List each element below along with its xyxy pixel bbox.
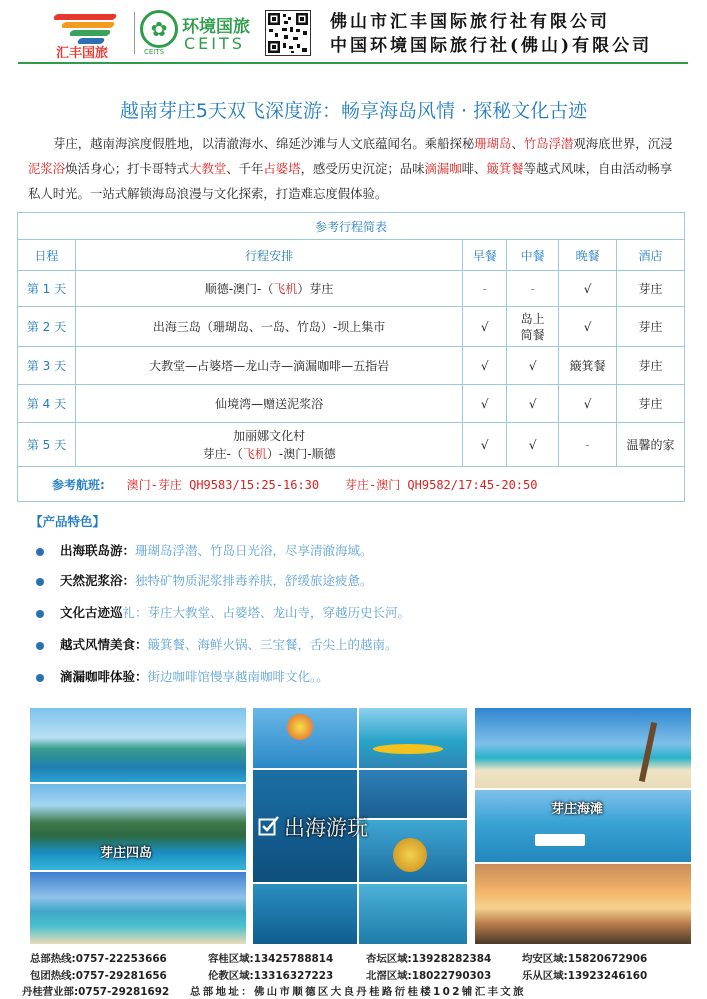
route-text: ）芽庄 [297, 282, 334, 296]
intro-paragraph [28, 131, 678, 206]
dinner-cell: √ [559, 385, 617, 423]
beach-photo [30, 872, 246, 944]
intro-highlight: 竹岛浮潜 [523, 136, 574, 151]
hotline: 包团热线:0757-29281656 [30, 970, 167, 982]
dinner-cell: √ [559, 271, 617, 307]
reef-photo [359, 770, 467, 818]
intro-text: 啡、 [461, 161, 487, 176]
table-row [18, 307, 685, 347]
route-flight: 飞机 [273, 282, 298, 296]
company-names [330, 10, 670, 58]
photo-caption: 芽庄海滩 [551, 802, 604, 817]
table-row [18, 385, 685, 423]
route-text: 顺德-澳门-（ [204, 282, 274, 296]
day-cell: 第 2 天 [18, 307, 76, 347]
photo-caption: 芽庄四岛 [100, 846, 153, 861]
itinerary-table [17, 212, 685, 502]
route-line: 加丽娜文化村 [233, 428, 306, 443]
feature-desc: 独特矿物质泥浆排毒养肤，舒缓旅途疲惫。 [135, 573, 373, 588]
cruise-ship-icon [535, 834, 585, 846]
logo-divider [134, 12, 135, 54]
feature-desc: 街边咖啡馆慢享越南咖啡文化。。 [147, 669, 329, 684]
route-line [76, 445, 462, 463]
sea-walk-photo [253, 884, 357, 944]
feature-item [36, 603, 410, 621]
flight-label: 参考航班: [52, 477, 105, 492]
day-cell: 第 3 天 [18, 347, 76, 385]
globe-leaf-icon: ✿ [140, 10, 178, 48]
dinner-cell: - [559, 423, 617, 467]
feature-item [36, 571, 373, 589]
dinner-cell: √ [559, 307, 617, 347]
hotel-cell: 芽庄 [617, 385, 685, 423]
route-text: 芽庄-（ [202, 446, 243, 461]
lunch-cell: - [507, 271, 559, 307]
col-header: 早餐 [463, 240, 507, 271]
bullet-icon [36, 548, 44, 556]
hotline: 容桂区域:13425788814 [208, 953, 334, 965]
feature-sep: ： [135, 637, 148, 652]
table-row [18, 423, 685, 467]
lunch-text: 岛上简餐 [520, 311, 545, 342]
feature-sep: ： [122, 573, 136, 588]
logo1-text: 汇丰国旅 [56, 46, 109, 61]
table-header-row [18, 240, 685, 271]
breakfast-cell: √ [463, 347, 507, 385]
hotline: 总部热线:0757-22253666 [30, 953, 167, 965]
feature-item [36, 541, 373, 559]
island-photo [30, 708, 246, 782]
col-header: 酒店 [617, 240, 685, 271]
lunch-cell [507, 307, 559, 347]
route-text: ）-澳门-顺德 [266, 446, 336, 461]
col-header: 日程 [18, 240, 76, 271]
intro-text: 芽庄，越南海滨度假胜地，以清澈海水、绵延沙滩与人文底蕴闻名。乘船探秘 [53, 136, 475, 151]
checkbox-icon [258, 815, 280, 837]
col-header: 中餐 [507, 240, 559, 271]
breakfast-cell: √ [463, 385, 507, 423]
ceits-logo [140, 8, 258, 58]
bullet-icon [36, 578, 44, 586]
bullet-icon [36, 674, 44, 682]
feature-desc: 珊瑚岛浮潜、竹岛日光浴，尽享清澈海域。 [135, 543, 373, 558]
dinner-cell: 簸箕餐 [559, 347, 617, 385]
route-cell: 仙境湾—赠送泥浆浴 [75, 385, 462, 423]
center-caption-box [258, 812, 458, 840]
lunch-cell: √ [507, 423, 559, 467]
table-row [18, 271, 685, 307]
day-cell: 第 1 天 [18, 271, 76, 307]
palm-beach-photo [475, 708, 691, 788]
flight-outbound: 澳门-芽庄 QH9583/15:25-16:30 [126, 477, 320, 492]
ceits-en-name: CEITS [184, 34, 245, 53]
breakfast-cell: √ [463, 423, 507, 467]
hotline: 乐从区域:13923246160 [522, 970, 648, 982]
feature-item [36, 635, 398, 653]
intro-highlight: 滴漏咖 [424, 161, 462, 176]
bullet-icon [36, 642, 44, 650]
route-cell: 出海三岛（珊瑚岛、一岛、竹岛）-坝上集市 [75, 307, 462, 347]
col-header: 行程安排 [75, 240, 462, 271]
features-heading: 【产品特色】 [30, 514, 106, 529]
hotel-cell: 芽庄 [617, 307, 685, 347]
hotel-cell: 温馨的家 [617, 423, 685, 467]
hotel-cell: 芽庄 [617, 271, 685, 307]
feature-label: 出海联岛游 [60, 543, 123, 558]
day-cell: 第 5 天 [18, 423, 76, 467]
sub-helmet-icon [393, 838, 427, 872]
photo-caption: 出海游玩 [284, 816, 368, 840]
intro-text: 、 [511, 136, 524, 151]
feature-sep: ： [122, 543, 136, 558]
breakfast-cell: - [463, 271, 507, 307]
kayak-icon [373, 744, 443, 754]
flight-cell [18, 467, 685, 502]
intro-highlight: 占婆塔 [263, 161, 301, 176]
route-cell [75, 423, 462, 467]
feature-desc: 簸箕餐、海鲜火锅、三宝餐，舌尖上的越南。 [147, 637, 398, 652]
ceits-small-text: CEITS [144, 48, 165, 56]
route-cell: 大教堂—占婆塔—龙山寺—滴漏咖啡—五指岩 [75, 347, 462, 385]
huifeng-logo [44, 8, 132, 61]
snorkel-photo [359, 884, 467, 944]
four-islands-photo [30, 784, 246, 870]
intro-text: 焕活身心；打卡哥特式 [65, 161, 190, 176]
breakfast-cell: √ [463, 307, 507, 347]
sunset-photo [475, 864, 691, 944]
day-cell: 第 4 天 [18, 385, 76, 423]
hotline: 杏坛区域:13928282384 [366, 953, 492, 965]
flight-row [18, 467, 685, 502]
col-header: 晚餐 [559, 240, 617, 271]
feature-label: 天然泥浆浴 [60, 573, 123, 588]
bullet-icon [36, 610, 44, 618]
feature-desc: 礼：芽庄大教堂、占婆塔、龙山寺，穿越历史长河。 [122, 605, 411, 620]
branch-phone: 丹桂营业部:0757-29281692 [22, 986, 170, 998]
intro-highlight: 大教堂 [189, 161, 227, 176]
flight-return: 芽庄-澳门 QH9582/17:45-20:50 [344, 477, 538, 492]
hotline: 伦教区域:13316327223 [208, 970, 334, 982]
page-title: 越南芽庄5天双飞深度游：畅享海岛风情 · 探秘文化古迹 [119, 100, 588, 122]
route-flight: 飞机 [242, 446, 267, 461]
cruise-photo [475, 790, 691, 862]
kayak-photo [359, 708, 467, 768]
hq-address: 总部地址：佛山市顺德区大良丹桂路衍桂楼102铺汇丰文旅 [190, 986, 526, 998]
hotel-cell: 芽庄 [617, 347, 685, 385]
lunch-cell: √ [507, 347, 559, 385]
intro-text: 观海底世界，沉浸 [573, 136, 673, 151]
company-line-1: 佛山市汇丰国际旅行社有限公司 [330, 12, 610, 32]
table-row [18, 347, 685, 385]
hotline: 北滘区域:18022790303 [366, 970, 492, 982]
parachute-icon [287, 714, 313, 740]
intro-text: 等越式风味，自由活动畅享私人时光。一站式解锁海岛浪漫与文化探索，打造难忘度假体验。 [28, 161, 673, 201]
feature-sep: ： [135, 669, 148, 684]
table-caption: 参考行程简表 [18, 213, 685, 240]
company-line-2: 中国环境国际旅行社(佛山)有限公司 [330, 36, 653, 56]
intro-text: ，感受历史沉淀；品味 [300, 161, 425, 176]
palm-tree-icon [639, 722, 657, 782]
ceits-cn-name: 环境国旅 [182, 17, 250, 37]
hotline: 均安区域:15820672906 [522, 953, 648, 965]
intro-text: 、千年 [226, 161, 264, 176]
qr-code-icon [265, 10, 311, 56]
route-cell [75, 271, 462, 307]
feature-label: 滴漏咖啡体验 [60, 669, 136, 684]
intro-highlight: 珊瑚岛 [474, 136, 512, 151]
intro-highlight: 簸箕餐 [486, 161, 524, 176]
feature-label: 越式风情美食 [60, 637, 136, 652]
intro-highlight: 泥浆浴 [28, 161, 66, 176]
header-rule [18, 62, 688, 64]
parasail-photo [253, 708, 357, 768]
feature-item [36, 667, 329, 685]
lunch-cell: √ [507, 385, 559, 423]
feature-label: 文化古迹巡 [60, 605, 123, 620]
